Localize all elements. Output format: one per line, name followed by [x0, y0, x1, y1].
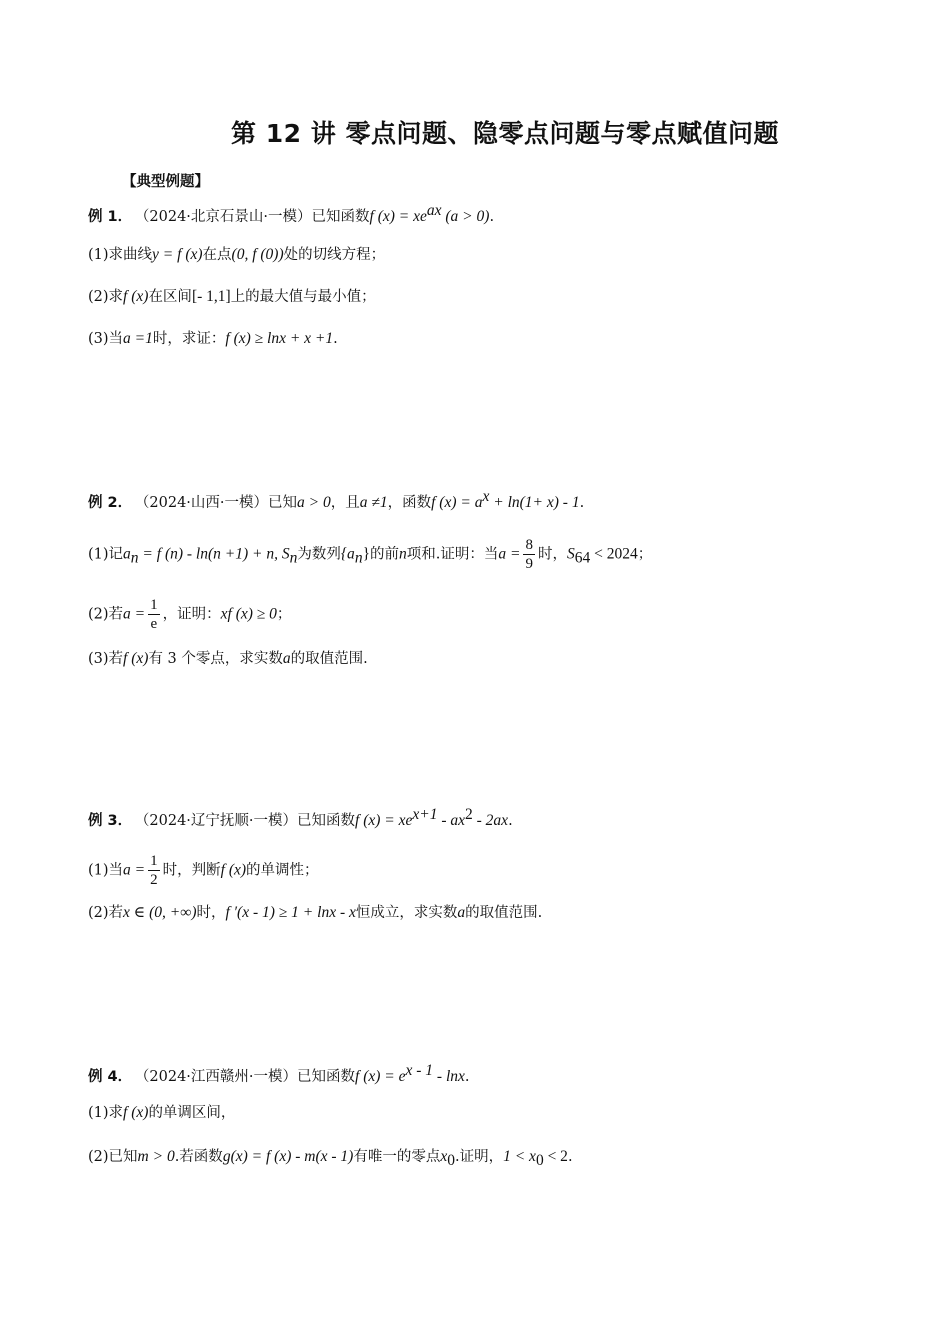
example-1-question-2: (2)求f (x)在区间[- 1,1]上的最大值与最小值； [88, 288, 376, 305]
example-3-question-2: (2)若x ∈ (0, +∞)时，f ′(x - 1) ≥ 1 + lnx - x恒成立，求实数a的取值范围. [88, 904, 543, 921]
example-4-stem: 例 4． （2024·江西赣州·一模）已知函数f $(x) = e^{x - 1} - \ln x$. [88, 1062, 470, 1085]
page-title: 第 12 讲 零点问题、隐零点问题与零点赋值问题 [231, 119, 779, 148]
example-3-question-1: (1)当a = $\frac{1}{2}$ 时，判断f (x)的单调性； [88, 853, 319, 888]
fraction: $\frac{1}{2}$ [150, 853, 158, 888]
example-1-question-1: (1)求曲线y = f (x)在点(0, f (0))处的切线方程； [88, 246, 386, 263]
example-4-question-2: (2)已知m > 0.若函数g(x) = f (x) - m(x - 1)有唯一的零点$x_0$.证明，$1 < x_0 < 2$. [88, 1148, 573, 1169]
example-1-stem: 例 1． （2024·北京石景山·一模）已知函数f $(x) = xe^{ax}$ (a > 0). [88, 202, 495, 225]
example-2-question-1: (1)记$a_n = f$ (n) - ln(n +1) + n, $S_n$为数列$\{a_n\}$的前n项和.证明：当a = $\frac{8}{9}$ 时，$S_{64} < 2024$； [88, 537, 653, 572]
fraction: $\frac{1}{e}$ [150, 597, 158, 632]
fraction: $\frac{8}{9}$ [525, 537, 533, 572]
example-1-question-3: (3)当a =1时，求证：f (x) ≥ lnx + x +1. [88, 330, 338, 347]
example-3-stem: 例 3． （2024·辽宁抚顺·一模）已知函数f $(x) = xe^{x+1} - ax^2 - 2ax$. [88, 806, 513, 829]
example-2-stem: 例 2． （2024·山西·一模）已知a > 0，且a ≠1，函数f $(x) = a^x + \ln(1+ x) - 1$. [88, 488, 585, 511]
example-4-question-1: (1)求f (x)的单调区间， [88, 1104, 236, 1121]
section-heading: 【典型例题】 [122, 174, 209, 190]
example-2-question-3: (3)若f (x)有 3 个零点，求实数a的取值范围. [88, 650, 368, 667]
example-label: 例 2． [88, 494, 133, 511]
example-label: 例 1． [88, 208, 133, 225]
example-2-question-2: (2)若a = $\frac{1}{e}$ ，证明：xf (x) ≥ 0； [88, 597, 292, 632]
example-label: 例 4． [88, 1068, 133, 1085]
example-label: 例 3． [88, 812, 133, 829]
